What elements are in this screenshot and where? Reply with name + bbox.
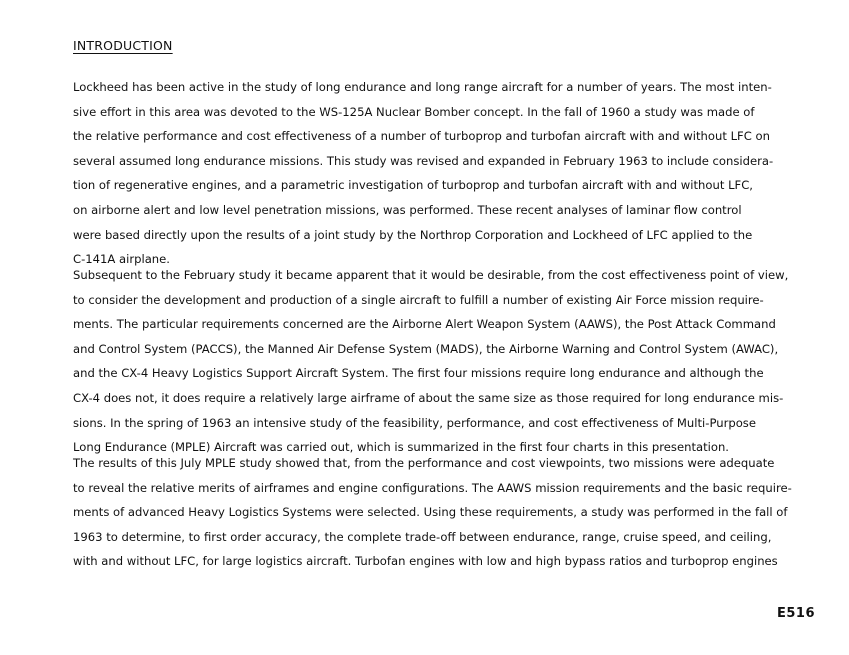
text-line: ments. The particular requirements concerned are the Airborne Alert Weapon System (AAWS), the Post Attack Command	[73, 317, 776, 332]
text-line: sions. In the spring of 1963 an intensive study of the feasibility, performance, and cost effectiveness of Multi-Purpose	[73, 415, 756, 430]
text-line: were based directly upon the results of a joint study by the Northrop Corporation and Lockheed of LFC applied to the	[73, 227, 753, 242]
text-line: tion of regenerative engines, and a parametric investigation of turboprop and turbofan aircraft with and without LFC,	[73, 178, 753, 193]
text-line: The results of this July MPLE study showed that, from the performance and cost viewpoints, two missions were adequate	[73, 456, 775, 470]
text-line: to reveal the relative merits of airframes and engine configurations. The AAWS mission requirements and the basic require-	[73, 480, 792, 495]
text-line: sive effort in this area was devoted to the WS-125A Nuclear Bomber concept. In the fall of 1960 a study was made of	[73, 104, 755, 119]
text-line: with and without LFC, for large logistics aircraft. Turbofan engines with low and high bypass ratios and turboprop engines	[73, 554, 778, 569]
text-line: Subsequent to the February study it became apparent that it would be desirable, from the cost effectiveness point of view,	[73, 268, 789, 282]
paragraph-3	[73, 451, 833, 574]
text-line: ments of advanced Heavy Logistics Systems were selected. Using these requirements, a study was performed in the fall of	[73, 505, 788, 520]
text-line: 1963 to determine, to first order accuracy, the complete trade-off between endurance, range, cruise speed, and ceiling,	[73, 529, 772, 544]
text-line: to consider the development and production of a single aircraft to fulfill a number of existing Air Force mission require-	[73, 292, 764, 307]
text-line: and Control System (PACCS), the Manned Air Defense System (MADS), the Airborne Warning and Control System (AWAC),	[73, 341, 779, 356]
text-line: CX-4 does not, it does require a relatively large airframe of about the same size as those required for long endurance mis-	[73, 390, 784, 405]
text-line: on airborne alert and low level penetration missions, was performed. These recent analyses of laminar flow control	[73, 202, 742, 217]
text-line: and the CX-4 Heavy Logistics Support Aircraft System. The first four missions require long endurance and although the	[73, 366, 764, 381]
text-line: C-141A airplane.	[73, 252, 170, 267]
text-line: the relative performance and cost effectiveness of a number of turboprop and turbofan aircraft with and without LFC on	[73, 129, 770, 144]
paragraph-1	[73, 75, 833, 272]
paragraph-2	[73, 263, 833, 460]
text-line: Long Endurance (MPLE) Aircraft was carried out, which is summarized in the first four charts in this presentation.	[73, 440, 729, 455]
section-heading: INTRODUCTION	[73, 38, 173, 53]
text-line: Lockheed has been active in the study of long endurance and long range aircraft for a number of years. The most inten-	[73, 80, 772, 94]
page-number: E516	[777, 606, 816, 621]
text-line: several assumed long endurance missions. This study was revised and expanded in February 1963 to include considera-	[73, 153, 774, 168]
